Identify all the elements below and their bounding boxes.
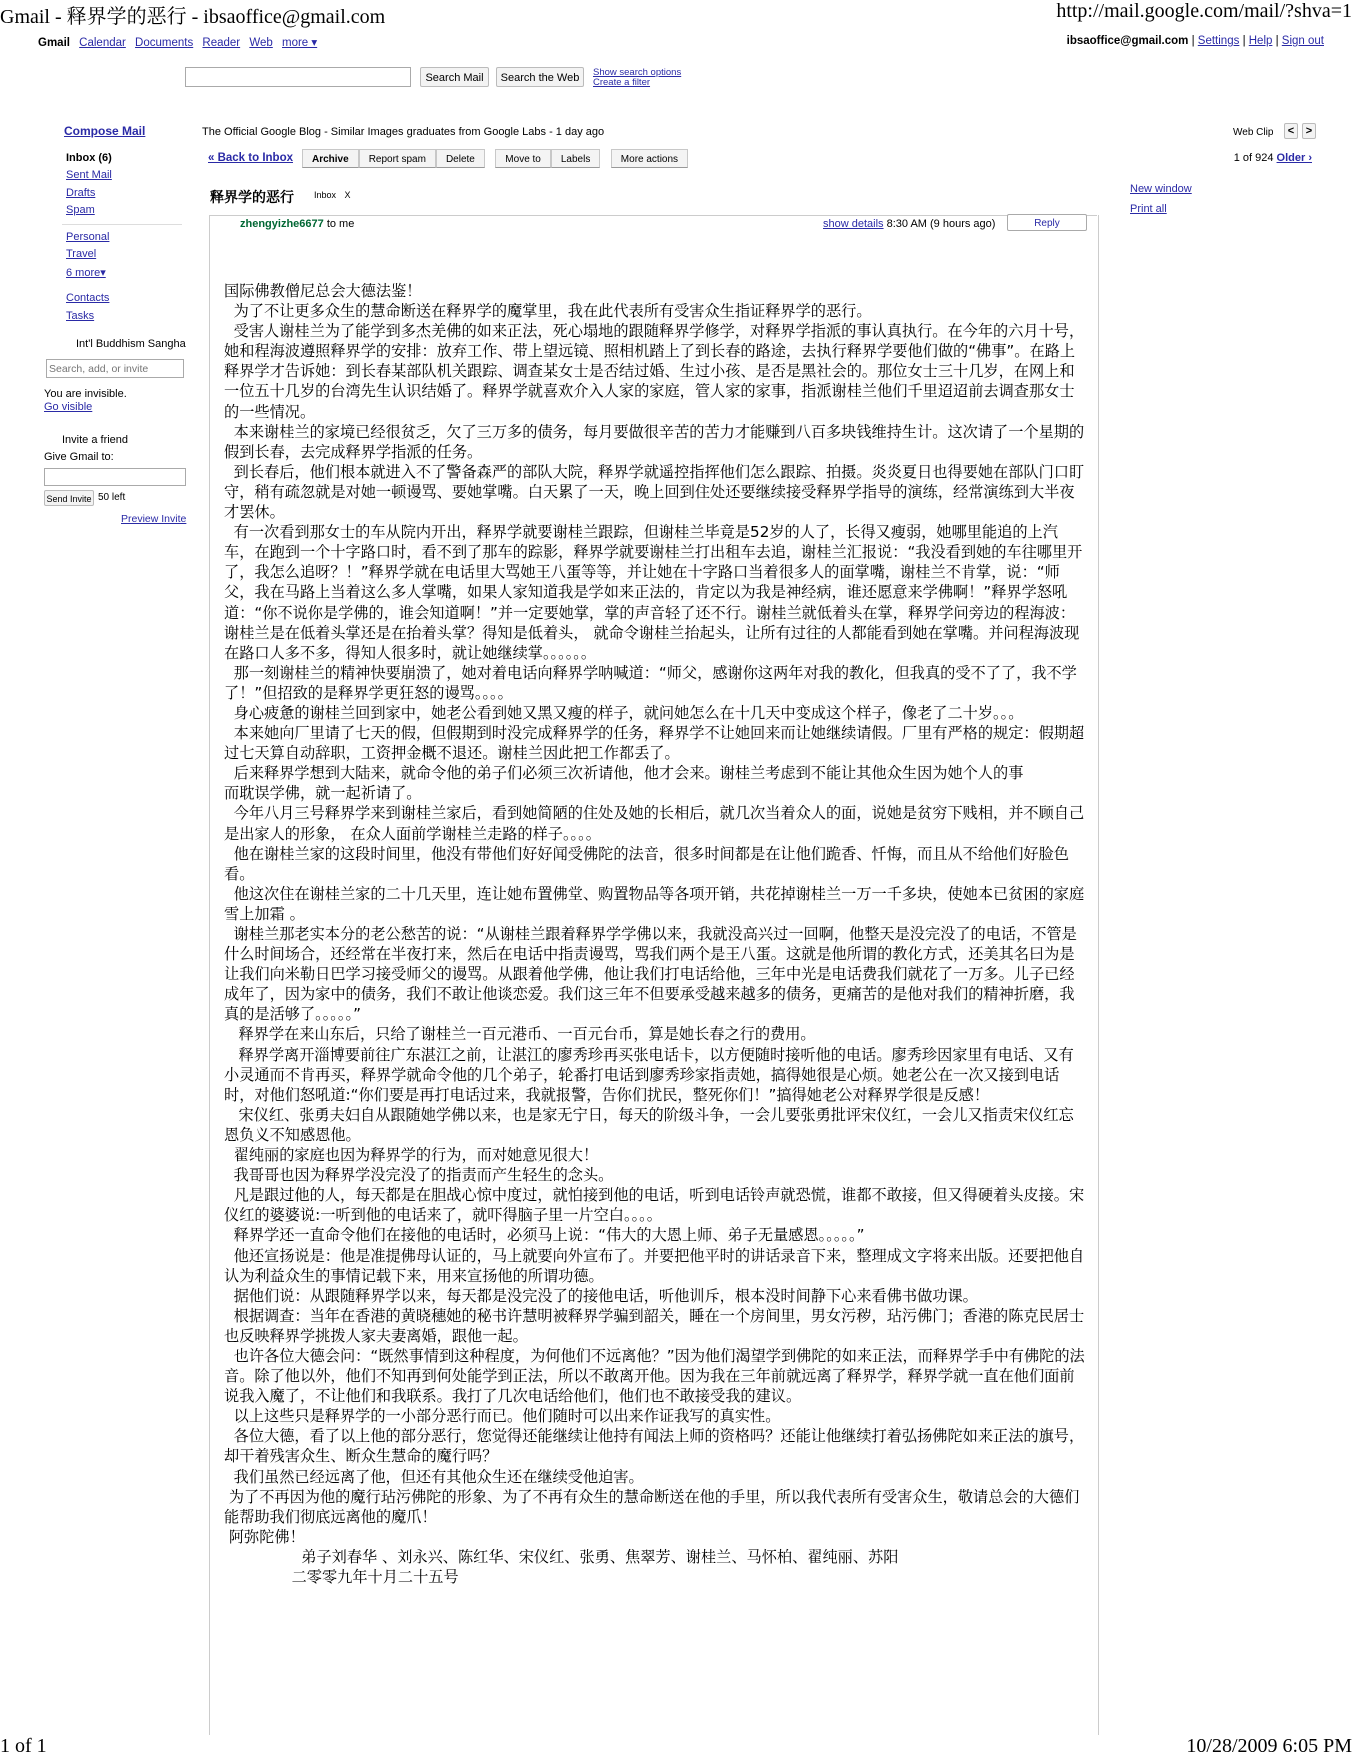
- message-body: [224, 281, 1086, 1587]
- print-footer-page: 1 of 1: [0, 1735, 47, 1757]
- message-paragraph: 翟纯丽的家庭也因为释界学的行为，而对她意见很大！: [224, 1146, 599, 1165]
- message-paragraph: 阿弥陀佛！: [224, 1527, 305, 1546]
- message-paragraph: 我哥哥也因为释界学没完没了的指责而产生轻生的念头。: [224, 1166, 614, 1185]
- sidebar-divider: [62, 224, 182, 225]
- nav-more[interactable]: more ▾: [282, 37, 318, 49]
- show-details-link[interactable]: show details: [823, 218, 884, 230]
- compose-mail-link[interactable]: Compose Mail: [64, 124, 146, 138]
- message-meta: [823, 218, 995, 230]
- chat-search-input[interactable]: [46, 359, 184, 378]
- more-actions-button[interactable]: More actions: [611, 149, 688, 168]
- search-web-button[interactable]: Search the Web: [496, 67, 584, 87]
- message-paragraph: 释界学还一直命令他们在接他的电话时，必须马上说：“伟大的大恩上师、弟子无量感恩。。。。。”: [224, 1226, 865, 1245]
- older-link[interactable]: Older ›: [1276, 152, 1312, 164]
- invite-email-field[interactable]: [44, 468, 186, 486]
- message-paragraph: 本来谢桂兰的家境已经很贫乏，欠了三万多的债务，每月要做很辛苦的苦力才能赚到八百多块钱维持生计。这次请了一个星期的假到长春，去完成释界学指派的任务。: [224, 422, 1085, 461]
- nav-gmail[interactable]: Gmail: [38, 37, 70, 49]
- sidebar-item-drafts[interactable]: Drafts: [66, 187, 96, 199]
- sign-out-link[interactable]: Sign out: [1281, 35, 1324, 47]
- sidebar-item-spam[interactable]: Spam: [66, 204, 95, 216]
- nav-documents[interactable]: Documents: [135, 37, 194, 49]
- invites-left: 50 left: [98, 492, 126, 503]
- message-paragraph: 以上这些只是释界学的一小部分恶行而已。他们随时可以出来作证我写的真实性。: [224, 1407, 781, 1426]
- nav-web[interactable]: Web: [249, 37, 273, 49]
- sender-name[interactable]: zhengyizhe6677: [240, 218, 324, 230]
- print-footer-datetime: 10/28/2009 6:05 PM: [1186, 1735, 1352, 1757]
- sidebar-label-travel[interactable]: Travel: [66, 248, 97, 260]
- go-visible-link[interactable]: Go visible: [44, 401, 93, 413]
- reply-button[interactable]: Reply: [1007, 214, 1087, 231]
- message-paragraph: 那一刻谢桂兰的精神快要崩溃了，她对着电话向释界学呐喊道：“师父，感谢你这两年对我的教化，但我真的受不了了，我不学了！”但招致的是释界学更狂怒的谩骂。。。。: [224, 663, 1077, 702]
- remove-label-button[interactable]: X: [344, 190, 351, 200]
- message-paragraph: 根据调查：当年在香港的黄晓穗她的秘书许慧明被释界学骗到韶关，睡在一个房间里，男女污秽，玷污佛门；香港的陈克民居士也反映释界学挑拨人家夫妻离婚，跟他一起。: [224, 1306, 1085, 1345]
- message-paragraph: 我们虽然已经远离了他，但还有其他众生还在继续受他迫害。: [224, 1467, 644, 1486]
- invisible-status: You are invisible.: [44, 388, 127, 400]
- pagination: [1234, 152, 1312, 164]
- sidebar-labels-more[interactable]: 6 more▾: [66, 267, 106, 279]
- message-paragraph: 二零零九年十月二十五号: [224, 1568, 459, 1586]
- message-subject: 释界学的恶行: [210, 189, 294, 205]
- message-paragraph: 各位大德，看了以上他的部分恶行，您觉得还能继续让他持有闻法上师的资格吗？还能让他继续打着弘扬佛陀如来正法的旗号，却干着残害众生、断众生慧命的魔行吗？: [224, 1427, 1085, 1466]
- message-paragraph: 凡是跟过他的人，每天都是在胆战心惊中度过，就怕接到他的电话，听到电话铃声就恐慌，谁都不敢接，但又得硬着头皮接。宋仪红的婆婆说:一听到他的电话来了，就吓得脑子里一片空白。。。。: [224, 1186, 1085, 1225]
- message-paragraph: 释界学离开淄博要前往广东湛江之前，让湛江的廖秀珍再买张电话卡，以方便随时接听他的电话。廖秀珍因家里有电话、又有小灵通而不肯再买，释界学就命令他的几个弟子，轮番打电话到廖秀珍家指责她，搞得她很是心烦。她老公在一次又接到电话时，对他们怒吼道:“你们要是再打电话过来，我就报警，告你们扰民，整死你们！”搞得她老公对释界学很是反感！: [224, 1045, 1074, 1104]
- message-sender: [240, 218, 354, 230]
- message-paragraph: 有一次看到那女士的车从院内开出，释界学就要谢桂兰跟踪，但谢桂兰毕竟是52岁的人了，长得又瘦弱，她哪里能追的上汽车，在跑到一个十字路口时，看不到了那车的踪影，释界学就要谢桂兰打出租车去追，谢桂兰汇报说：“我没看到她的车往哪里开了，我怎么追呀？！”释界学就在电话里大骂她王八蛋等等，并让她在十字路口当着很多人的面掌嘴，谢桂兰不肯掌，说：“师父，我在马路上当着这么多人掌嘴，如果人家知道我是学如来正法的，肯定以为我是神经病，谁还愿意来学佛啊！”释界学怒吼道：“你不说你是学佛的，谁会知道啊！”并一定要她掌，掌的声音轻了还不行。谢桂兰就低着头在掌，释界学问旁边的程海波：谢桂兰是在低着头掌还是在抬着头掌？得知是低着头， 就命令谢桂兰抬起头，让所有过往的人都能看到她在掌嘴。并问程海波现在路口人多不多，得知人很多时，就让她继续掌。。。。。。: [224, 523, 1083, 662]
- account-bar: ibsaoffice@gmail.com | Settings | Help | Sign out: [1066, 35, 1324, 47]
- message-paragraph: 弟子刘春华 、刘永兴、陈红华、宋仪红、张勇、焦翠芳、谢桂兰、马怀柏、翟纯丽、苏阳: [224, 1547, 899, 1566]
- message-paragraph: 身心疲惫的谢桂兰回到家中，她老公看到她又黑又瘦的样子，就问她怎么在十几天中变成这个样子，像老了二十岁。。。: [224, 703, 1024, 722]
- message-paragraph: 今年八月三号释界学来到谢桂兰家后，看到她简陋的住处及她的长相后，就几次当着众人的面，说她是贫穷下贱相，并不顾自己是出家人的形象， 在众人面前学谢桂兰走路的样子。。。。: [224, 804, 1085, 843]
- message-paragraph: 为了不再因为他的魔行玷污佛陀的形象、为了不再有众生的慧命断送在他的手里，所以我代表所有受害众生，敬请总会的大德们能帮助我们彻底远离他的魔爪！: [224, 1487, 1080, 1526]
- print-all-link[interactable]: Print all: [1130, 203, 1167, 215]
- message-paragraph: 谢桂兰那老实本分的老公愁苦的说：“从谢桂兰跟着释界学学佛以来，我就没高兴过一回啊，他整天是没完没了的电话，不管是什么时间场合，还经常在半夜打来，然后在电话中指责谩骂，骂我们两个是王八蛋。这就是他所谓的教化方式，还美其名曰为是让我们向米勒日巴学习接受师父的谩骂。从跟着他学佛，他让我们打电话给他，三年中光是电话费我们就花了一万多。儿子已经成年了，因为家中的债务，我们不敢让他谈恋爱。我们这三年不但要承受越来越多的债务，更痛苦的是他对我们的精神折磨，我真的是活够了。。。。。”: [224, 925, 1077, 1024]
- message-paragraph: 他还宣扬说是：他是准提佛母认证的，马上就要向外宣布了。并要把他平时的讲话录音下来，整理成文字将来出版。还要把他自认为利益众生的事情记载下来，用来宣扬他的所谓功德。: [224, 1246, 1085, 1285]
- recipient-text: to me: [326, 218, 355, 230]
- message-paragraph: 后来释界学想到大陆来，就命令他的弟子们必须三次祈请他，他才会来。谢桂兰考虑到不能让其他众生因为她个人的事: [224, 764, 1024, 783]
- message-paragraph: 为了不让更多众生的慧命断送在释界学的魔掌里，我在此代表所有受害众生指证释界学的恶行。: [224, 302, 872, 321]
- sidebar-item-sent[interactable]: Sent Mail: [66, 169, 112, 181]
- message-toolbar: [302, 149, 688, 168]
- sidebar-tasks[interactable]: Tasks: [66, 310, 95, 322]
- create-filter-link[interactable]: Create a filter: [593, 77, 651, 88]
- new-window-link[interactable]: New window: [1130, 183, 1192, 195]
- top-nav: [38, 35, 317, 49]
- web-clip-next-button[interactable]: >: [1302, 123, 1316, 139]
- message-paragraph: 他这次住在谢桂兰家的二十几天里，连让她布置佛堂、购置物品等各项开销，共花掉谢桂兰一万一千多块，使她本已贫困的家庭雪上加霜 。: [224, 884, 1085, 923]
- search-mail-button[interactable]: Search Mail: [420, 67, 489, 87]
- print-header-title: Gmail - 释界学的恶行 - ibsaoffice@gmail.com: [0, 6, 386, 28]
- nav-calendar[interactable]: Calendar: [79, 37, 126, 49]
- message-paragraph: 他在谢桂兰家的这段时间里，他没有带他们好好闻受佛陀的法音，很多时间都是在让他们跪香、忏悔，而且从不给他们好脸色看。: [224, 844, 1069, 883]
- message-paragraph: 受害人谢桂兰为了能学到多杰羌佛的如来正法，死心塌地的跟随释界学修学，对释界学指派的事认真执行。在今年的六月十号，她和程海波遵照释界学的安排：放弃工作、带上望远镜、照相机踏上了到长春的路途，去执行释界学要他们做的“佛事”。在路上释界学才告诉她：到长春某部队机关跟踪、调查某女士是否结过婚、生过小孩、是否是黑社会的。那位女士三十几岁，在网上和一位五十几岁的台湾先生认识结婚了。释界学就喜欢介入人家的家庭，管人家的家事，指派谢桂兰他们千里迢迢前去调查那女士的一些情况。: [224, 322, 1085, 421]
- message-paragraph: 释界学在来山东后，只给了谢桂兰一百元港币、一百元台币，算是她长春之行的费用。: [224, 1025, 816, 1044]
- web-clip-label: Web Clip: [1233, 127, 1274, 138]
- preview-invite-link[interactable]: Preview Invite: [121, 513, 187, 525]
- message-paragraph: 而耽误学佛，就一起祈请了。: [224, 784, 422, 803]
- show-search-options-link[interactable]: Show search options: [593, 67, 682, 78]
- invite-label: Give Gmail to:: [44, 451, 114, 463]
- account-email: ibsaoffice@gmail.com: [1066, 35, 1189, 47]
- send-invite-button[interactable]: Send Invite: [44, 490, 94, 506]
- label-chip: [314, 190, 351, 200]
- message-count: 1 of 924: [1233, 152, 1274, 164]
- label-chip-inbox: Inbox: [314, 190, 337, 200]
- back-to-inbox-link[interactable]: « Back to Inbox: [208, 152, 293, 164]
- message-paragraph: 也许各位大德会问：“既然事情到这种程度，为何他们不远离他？”因为他们渴望学到佛陀的如来正法，而释界学手中有佛陀的法音。除了他以外，他们不知再到何处能学到正法，所以不敢离开他。因为我在三年前就远离了释界学，释界学就一直在他们面前说我入魔了，不让他们和我联系。我打了几次电话给他们，他们也不敢接受我的建议。: [224, 1346, 1085, 1406]
- nav-reader[interactable]: Reader: [202, 37, 241, 49]
- print-header-url: http://mail.google.com/mail/?shva=1: [1056, 0, 1352, 22]
- message-paragraph: 宋仪红、张勇夫妇自从跟随她学佛以来，也是家无宁日，每天的阶级斗争，一会儿要张勇批评宋仪红，一会儿又指责宋仪红忘恩负义不知感恩他。: [224, 1105, 1074, 1144]
- report-spam-button[interactable]: Report spam: [359, 149, 436, 168]
- sidebar-label-personal[interactable]: Personal: [66, 231, 110, 243]
- message-header-top-border: [209, 215, 1097, 216]
- message-paragraph: 据他们说：从跟随释界学以来，每天都是没完没了的接他电话，听他训斥，根本没时间静下心来看佛书做功课。: [224, 1286, 978, 1305]
- labels-button[interactable]: Labels: [551, 149, 600, 168]
- sidebar-contacts[interactable]: Contacts: [66, 292, 110, 304]
- sidebar-item-inbox[interactable]: Inbox (6): [66, 152, 112, 164]
- invite-title: Invite a friend: [62, 434, 129, 446]
- message-paragraph: 国际佛教僧尼总会大德法鉴！: [224, 282, 422, 300]
- search-input[interactable]: [185, 67, 411, 87]
- move-to-button[interactable]: Move to: [495, 149, 551, 168]
- message-time: 8:30 AM (9 hours ago): [886, 218, 996, 230]
- chat-user-name: Int'l Buddhism Sangha: [76, 338, 186, 350]
- message-paragraph: 到长春后，他们根本就进入不了警备森严的部队大院，释界学就遥控指挥他们怎么跟踪、拍摄。炎炎夏日也得要她在部队门口盯守，稍有疏忽就是对她一顿谩骂、要她掌嘴。白天累了一天，晚上回到住处还要继续接受释界学指导的演练，经常演练到大半夜才罢休。: [224, 462, 1085, 522]
- web-clip-text[interactable]: The Official Google Blog - Similar Images graduates from Google Labs - 1 day ago: [202, 126, 605, 138]
- archive-button[interactable]: Archive: [302, 149, 359, 168]
- delete-button[interactable]: Delete: [436, 149, 485, 168]
- web-clip-prev-button[interactable]: <: [1284, 123, 1298, 139]
- message-paragraph: 本来她向厂里请了七天的假，但假期到时没完成释界学的任务，释界学不让她回来而让她继续请假。厂里有严格的规定：假期超过七天算自动辞职，工资押金概不退还。谢桂兰因此把工作都丢了。: [224, 724, 1085, 763]
- settings-link[interactable]: Settings: [1197, 35, 1240, 47]
- help-link[interactable]: Help: [1248, 35, 1273, 47]
